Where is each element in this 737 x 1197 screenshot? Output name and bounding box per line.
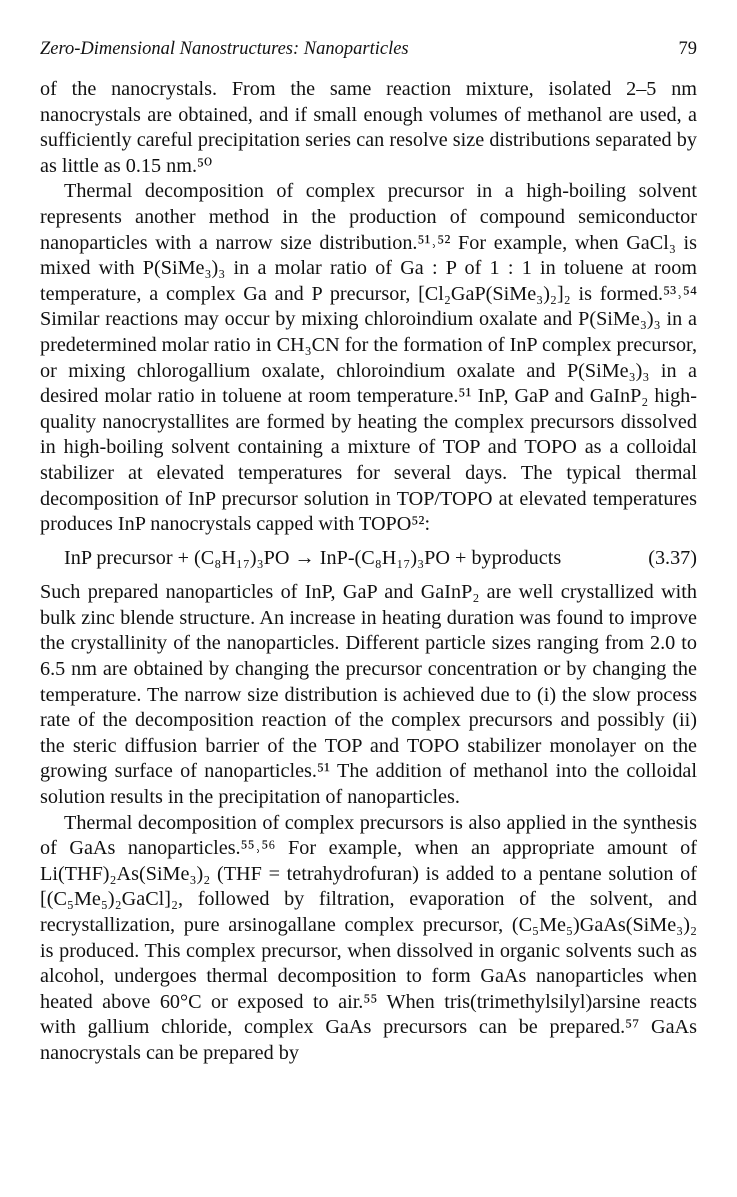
- paragraph: Thermal decomposition of complex precursor in a high-boiling solvent represents another method in the production of compound semiconductor nanoparticles with a narrow size distribution.⁵¹˒⁵² For example, when GaCl₃ is mixed with P(SiMe₃)₃ in a molar ratio of Ga : P of 1 : 1 in toluene at room temperature, a complex Ga and P precursor, [Cl₂GaP(SiMe₃)₂]₂ is formed.⁵³˒⁵⁴ Similar reactions may occur by mixing chloroindium oxalate and P(SiMe₃)₃ in a predetermined molar ratio in CH₃CN for the formation of InP complex precursor, or mixing chlorogallium oxalate, chloroindium oxalate and P(SiMe₃)₃ in a desired molar ratio in toluene at room temperature.⁵¹ InP, GaP and GaInP₂ high-quality nanocrystallites are formed by heating the complex precursors dissolved in high-boiling solvent containing a mixture of TOP and TOPO as a colloidal stabilizer at elevated temperatures for several days. The typical thermal decomposition of InP precursor solution in TOP/TOPO at elevated temperatures produces InP nanocrystals capped with TOPO⁵²:: [40, 180, 697, 536]
- equation-number: (3.37): [648, 546, 697, 569]
- page-number: 79: [678, 39, 697, 59]
- body-text: [40, 77, 697, 1067]
- paragraph: Such prepared nanoparticles of InP, GaP and GaInP₂ are well crystallized with bulk zinc blende structure. An increase in heating duration was found to improve the crystallinity of the nanoparticles. Different particle sizes ranging from 2.0 to 6.5 nm are obtained by changing the precursor concentration or by changing the temperature. The narrow size distribution is achieved due to (i) the slow process rate of the decomposition reaction of the complex precursors and possibly (ii) the steric diffusion barrier of the TOP and TOPO stabilizer monolayer on the growing surface of nanoparticles.⁵¹ The addition of methanol into the colloidal solution results in the precipitation of nanoparticles.: [40, 581, 697, 809]
- equation: [40, 546, 697, 572]
- equation-expression: InP precursor + (C₈H₁₇)₃PO → InP-(C₈H₁₇)₃PO + byproducts: [64, 546, 562, 569]
- paragraph: of the nanocrystals. From the same reaction mixture, isolated 2–5 nm nanocrystals are obtained, and if small enough volumes of methanol are used, a sufficiently careful precipitation series can resolve size distributions separated by as little as 0.15 nm.⁵⁰: [40, 78, 697, 177]
- running-title: Zero-Dimensional Nanostructures: Nanoparticles: [40, 39, 409, 59]
- paragraph: Thermal decomposition of complex precursors is also applied in the synthesis of GaAs nanoparticles.⁵⁵˒⁵⁶ For example, when an appropriate amount of Li(THF)₂As(SiMe₃)₂ (THF = tetrahydrofuran) is added to a pentane solution of [(C₅Me₅)₂GaCl]₂, followed by filtration, evaporation of the solvent, and recrystallization, pure arsinogallane complex precursor, (C₅Me₅)GaAs(SiMe₃)₂ is produced. This complex precursor, when dissolved in organic solvents such as alcohol, undergoes thermal decomposition to form GaAs nanoparticles when heated above 60°C or exposed to air.⁵⁵ When tris(trimethylsilyl)arsine reacts with gallium chloride, complex GaAs precursors can be prepared.⁵⁷ GaAs nanocrystals can be prepared by: [40, 811, 697, 1064]
- running-header: [40, 38, 697, 60]
